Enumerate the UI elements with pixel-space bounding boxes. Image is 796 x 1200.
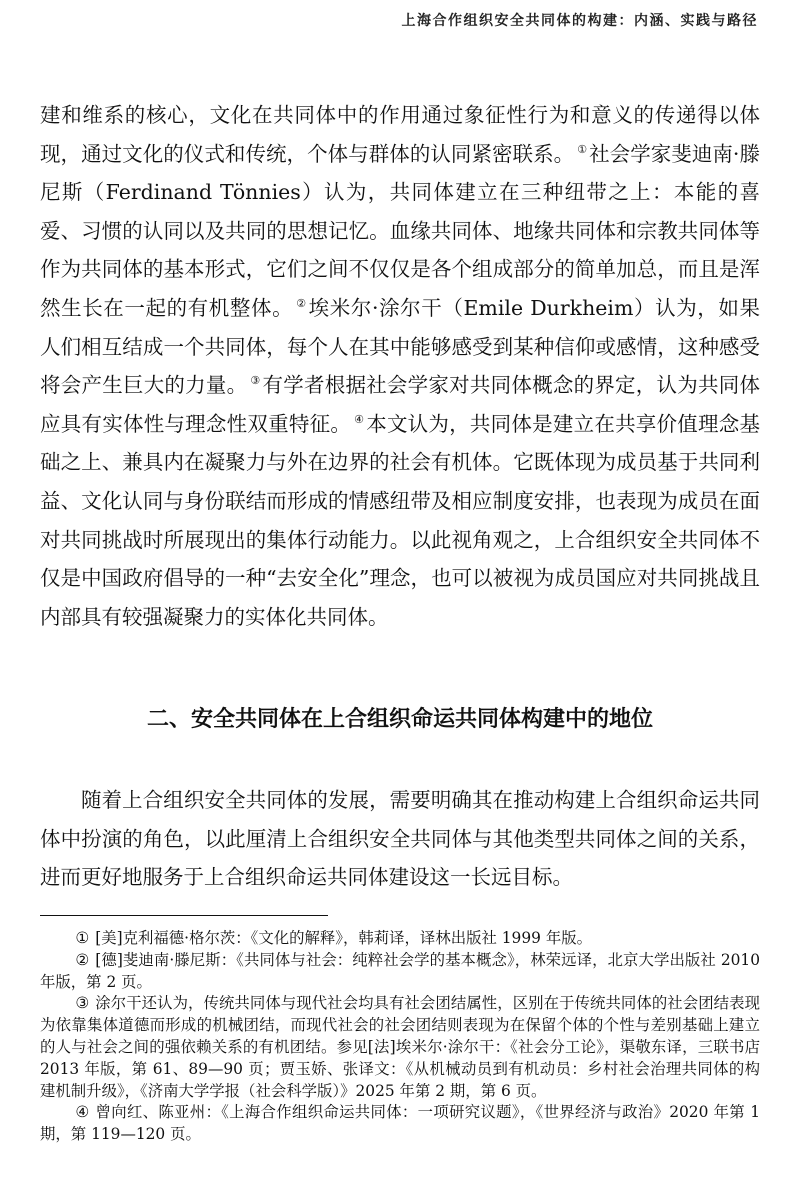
paragraph-segment: 本文认为，共同体是建立在共享价值理念基础之上、兼具内在凝聚力与外在边界的社会有机体。它既体现为成员基于共同利益、文化认同与身份联结而形成的情感纽带及相应制度安排，也表现为成员在面对共同挑战时所展现出的集体行动能力。以此视角观之，上合组织安全共同体不仅是中国政府倡导的一种“去安全化”理念，也可以被视为成员国应对共同挑战且内部具有较强凝聚力的实体化共同体。: [40, 411, 761, 629]
footnote-mark: ②: [75, 950, 90, 969]
footnote-text: 曾向红、陈亚州：《上海合作组织命运共同体：一项研究议题》，《世界经济与政治》2020 年第 1 期，第 119—120 页。: [40, 1103, 760, 1144]
footnote-reference[interactable]: ③: [250, 374, 261, 388]
footnote-mark: ③: [75, 994, 90, 1013]
footnote-reference[interactable]: ②: [296, 297, 307, 311]
footnote-text: [美]克利福德·格尔茨：《文化的解释》，韩莉译，译林出版社 1999 年版。: [95, 929, 593, 947]
paragraph-segment: 埃米尔·涂尔干（Emile Durkheim）认为，如果人们相互结成一个共同体，每个人在其中能够感受到某种信仰或感情，这种感受将会产生巨大的力量。: [40, 295, 761, 398]
paragraph-segment: 社会学家斐迪南·滕尼斯（Ferdinand Tönnies）认为，共同体建立在三种纽带之上：本能的喜爱、习惯的认同以及共同的思想记忆。血缘共同体、地缘共同体和宗教共同体等作为共同体的基本形式，它们之间不仅仅是各个组成部分的简单加总，而且是浑然生长在一起的有机整体。: [40, 141, 760, 320]
footnote-text: [德]斐迪南·滕尼斯：《共同体与社会：纯粹社会学的基本概念》，林荣远译，北京大学出版社 2010 年版，第 2 页。: [40, 950, 760, 991]
footnote-reference[interactable]: ①: [577, 142, 588, 156]
body-paragraph-1: [40, 96, 760, 636]
footnote-item: [40, 950, 760, 994]
footnote-item: [40, 928, 760, 950]
running-header: 上海合作组织安全共同体的构建：内涵、实践与路径: [401, 13, 758, 29]
paragraph-segment: 有学者根据社会学家对共同体概念的界定，认为共同体应具有实体性与理念性双重特征。: [40, 373, 760, 436]
footnote-reference[interactable]: ④: [354, 412, 365, 426]
footnote-item: [40, 1102, 760, 1146]
paragraph-segment: 建和维系的核心，文化在共同体中的作用通过象征性行为和意义的传递得以体现，通过文化的仪式和传统，个体与群体的认同紧密联系。: [40, 103, 760, 166]
section-heading: 二、安全共同体在上合组织命运共同体构建中的地位: [146, 707, 653, 732]
body-paragraph-2: 随着上合组织安全共同体的发展，需要明确其在推动构建上合组织命运共同体中扮演的角色，以此厘清上合组织安全共同体与其他类型共同体之间的关系，进而更好地服务于上合组织命运共同体建设这一长远目标。: [40, 788, 760, 890]
footnote-mark: ①: [75, 929, 90, 947]
footnote-mark: ④: [75, 1103, 90, 1122]
footnote-list: [40, 928, 760, 1146]
footnote-divider: [40, 915, 328, 916]
footnote-item: [40, 993, 760, 1102]
footnote-text: 涂尔干还认为，传统共同体与现代社会均具有社会团结属性，区别在于传统共同体的社会团结表现为依靠集体道德而形成的机械团结，而现代社会的社会团结则表现为在保留个体的个性与差别基础上建立的人与社会之间的强依赖关系的有机团结。参见[法]埃米尔·涂尔干：《社会分工论》，渠敬东译，三联书店 2013 年版，第 61、89—90 页；贾玉娇、张译文：《从机械动员到有机动员：乡村社会治理共同体的构建机制升级》，《济南大学学报（社会科学版）》2025 年第 2 期，第 6 页。: [40, 994, 760, 1100]
